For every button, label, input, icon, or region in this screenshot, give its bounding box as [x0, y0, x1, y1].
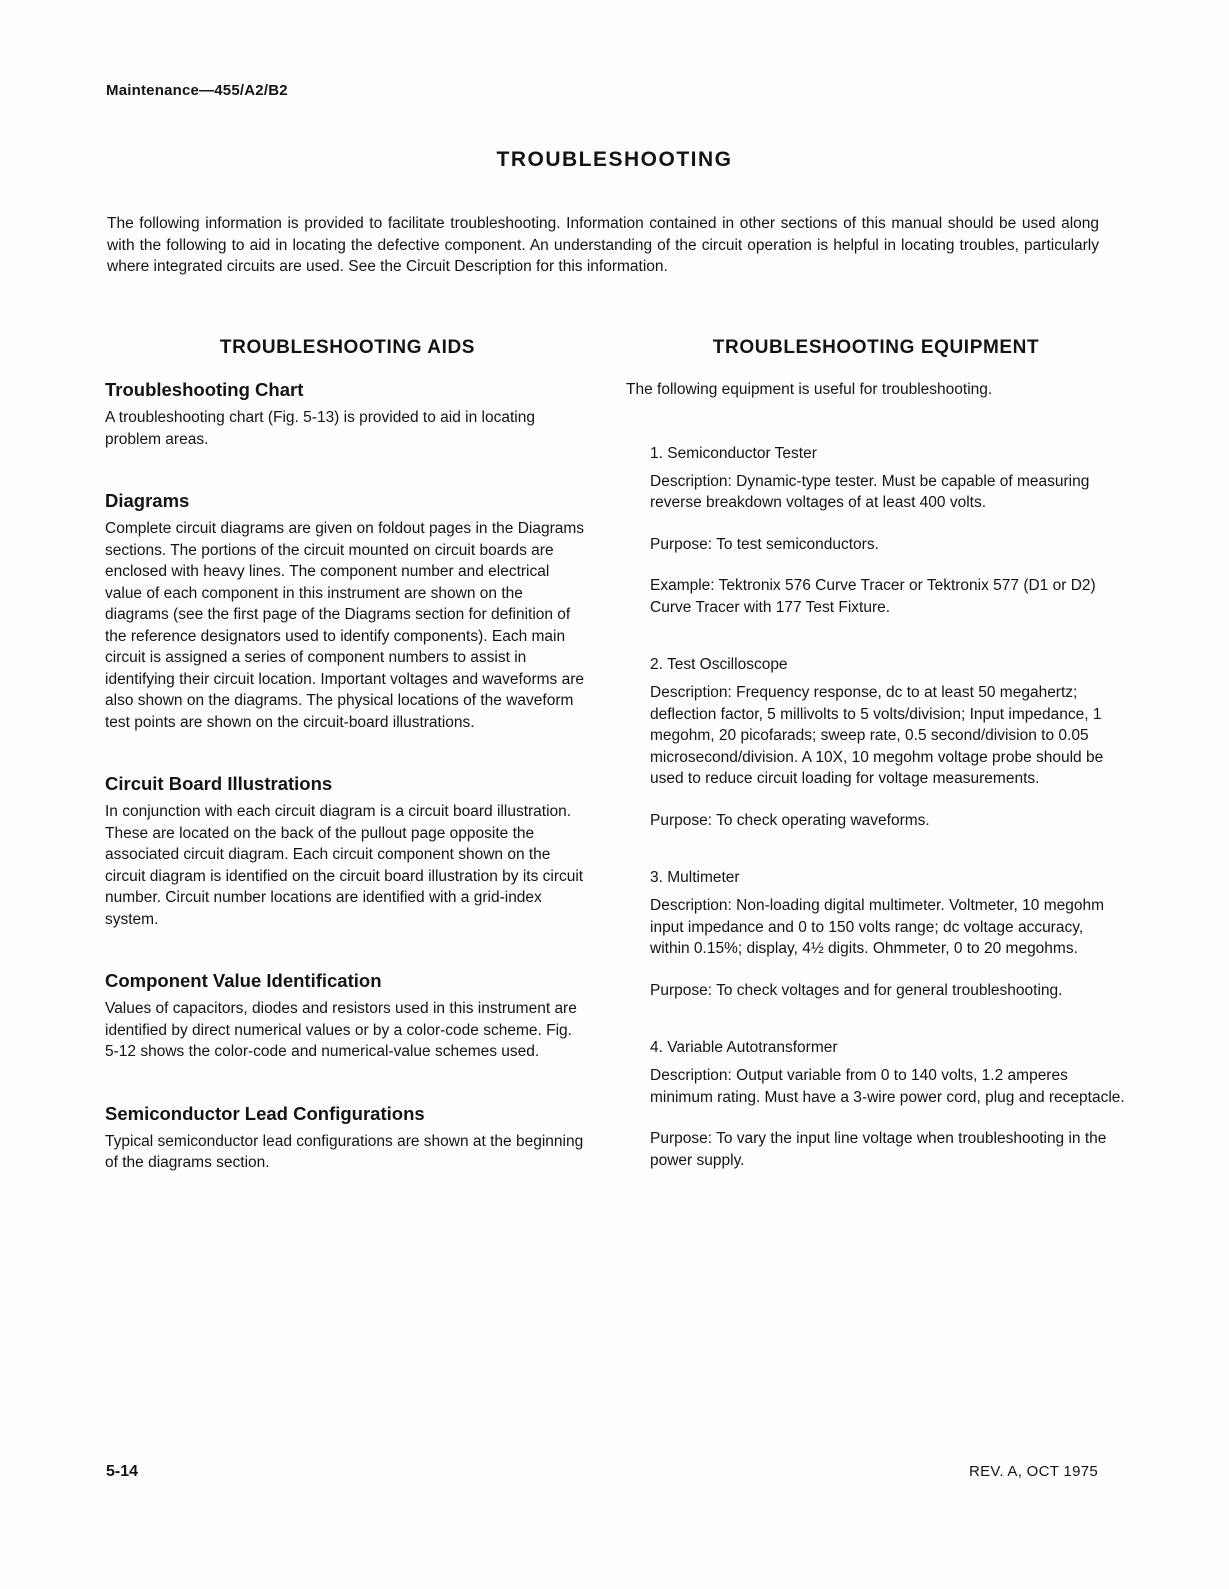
intro-paragraph: The following information is provided to facilitate troubleshooting. Information contained in other sections of this manual should be used along with the following to aid in locating the defective component. An understanding of the circuit operation is helpful in locating troubles, particularly where integrated circuits are used. See the Circuit Description for this information.	[107, 215, 1099, 275]
section-body: In conjunction with each circuit diagram is a circuit board illustration. These are located on the back of the pullout page opposite the associated circuit diagram. Each circuit component shown on the circuit diagram is identified on the circuit board illustration by its circuit number. Circuit number locations are identified with a grid-index system.	[105, 803, 584, 928]
aids-heading: TROUBLESHOOTING AIDS	[219, 337, 476, 358]
equipment-name: 1. Semiconductor Tester	[650, 444, 817, 462]
equipment-item	[626, 1039, 1126, 1171]
equipment-item	[626, 445, 1126, 619]
section-body: A troubleshooting chart (Fig. 5-13) is provided to aid in locating problem areas.	[105, 409, 535, 448]
equipment-name: 3. Multimeter	[650, 869, 740, 886]
equipment-purpose: Purpose: To test semiconductors.	[650, 535, 879, 553]
equipment-item	[626, 869, 1126, 1001]
section-title: Circuit Board Illustrations	[105, 773, 333, 794]
aids-section	[105, 1103, 590, 1174]
equipment-description: Description: Frequency response, dc to at least 50 megahertz; deflection factor, 5 millivolts to 5 volts/division; Input impedance, 1 megohm, 20 picofarads; sweep rate, 0.5 second/division to 0.05 microsecond/division. A 10X, 10 megohm voltage probe should be used to reduce circuit loading for voltage measurements.	[650, 684, 1104, 787]
equipment-name: 4. Variable Autotransformer	[650, 1039, 838, 1056]
equipment-example: Example: Tektronix 576 Curve Tracer or Tektronix 577 (D1 or D2) Curve Tracer with 177 Test Fixture.	[650, 577, 1096, 616]
section-body: Complete circuit diagrams are given on foldout pages in the Diagrams sections. The portions of the circuit mounted on circuit boards are enclosed with heavy lines. The component number and electrical value of each component in this instrument are shown on the diagrams (see the first page of the Diagrams section for definition of the reference designators used to identify components). Each main circuit is assigned a series of component numbers to assist in identifying their circuit location. Important voltages and waveforms are also shown on the diagrams. The physical locations of the waveform test points are shown on the circuit-board illustrations.	[105, 520, 585, 731]
section-body: Values of capacitors, diodes and resistors used in this instrument are identified by direct numerical values or by a color-code scheme. Fig. 5-12 shows the color-code and numerical-value schemes used.	[105, 1000, 577, 1060]
equipment-purpose: Purpose: To vary the input line voltage when troubleshooting in the power supply.	[650, 1130, 1107, 1169]
equipment-description: Description: Non-loading digital multimeter. Voltmeter, 10 megohm input impedance and 0 to 150 volts range; dc voltage accuracy, within 0.15%; display, 4½ digits. Ohmmeter, 0 to 20 megohms.	[650, 897, 1105, 957]
troubleshooting-equipment-column	[626, 337, 1126, 1209]
section-body: Typical semiconductor lead configurations are shown at the beginning of the diagrams section.	[105, 1132, 584, 1171]
equipment-intro: The following equipment is useful for troubleshooting.	[626, 381, 993, 398]
section-title: Diagrams	[105, 490, 190, 511]
aids-section	[105, 970, 590, 1063]
equipment-description: Description: Dynamic-type tester. Must be capable of measuring reverse breakdown voltages of at least 400 volts.	[650, 472, 1090, 511]
section-title: Component Value Identification	[105, 970, 382, 991]
revision-date: REV. A, OCT 1975	[968, 1463, 1098, 1480]
equipment-name: 2. Test Oscilloscope	[650, 656, 788, 673]
equipment-description: Description: Output variable from 0 to 140 volts, 1.2 amperes minimum rating. Must have a 3-wire power cord, plug and receptacle.	[650, 1067, 1125, 1106]
page-number: 5-14	[106, 1463, 139, 1480]
section-title: Troubleshooting Chart	[105, 379, 304, 400]
troubleshooting-aids-column	[105, 337, 590, 1214]
equipment-item	[626, 656, 1126, 831]
running-head: Maintenance—455/A2/B2	[106, 82, 288, 99]
section-title: Semiconductor Lead Configurations	[105, 1102, 425, 1124]
page-title: TROUBLESHOOTING	[496, 148, 733, 171]
equipment-heading: TROUBLESHOOTING EQUIPMENT	[712, 337, 1040, 358]
aids-section	[105, 490, 590, 733]
equipment-purpose: Purpose: To check voltages and for general troubleshooting.	[650, 981, 1063, 999]
equipment-purpose: Purpose: To check operating waveforms.	[650, 811, 930, 829]
aids-section	[105, 379, 590, 450]
aids-section	[105, 773, 590, 930]
